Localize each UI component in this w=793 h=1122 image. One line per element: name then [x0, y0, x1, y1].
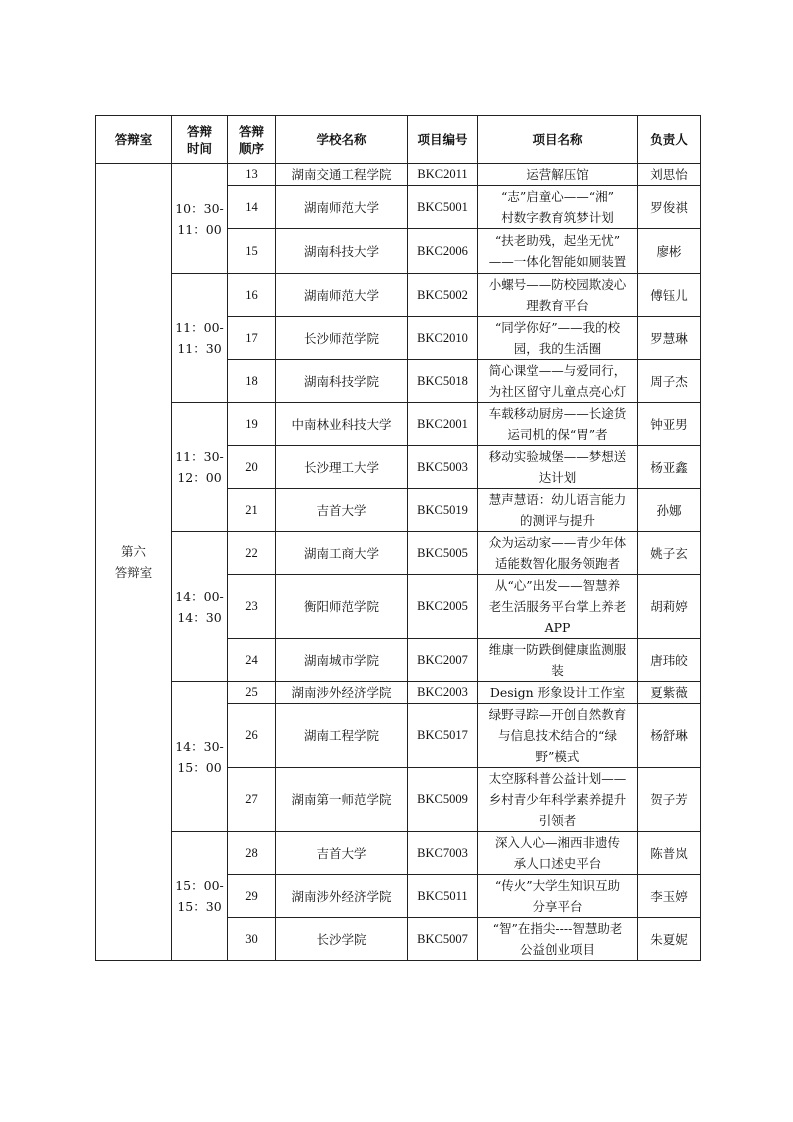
project-name-cell: 简心课堂——与爱同行， 为社区留守儿童点亮心灯	[478, 360, 638, 403]
leader-cell: 刘思怡	[638, 164, 701, 186]
project-code-cell: BKC5018	[408, 360, 478, 403]
leader-cell: 孙娜	[638, 489, 701, 532]
time-slot-cell: 11：30- 12：00	[172, 403, 228, 532]
leader-cell: 傅钰儿	[638, 274, 701, 317]
school-cell: 长沙理工大学	[276, 446, 408, 489]
header-leader: 负责人	[638, 116, 701, 164]
table-row	[96, 164, 701, 186]
school-cell: 湖南科技学院	[276, 360, 408, 403]
room-cell: 第六 答辩室	[96, 164, 172, 961]
project-code-cell: BKC2005	[408, 575, 478, 639]
time-slot-cell: 11：00- 11：30	[172, 274, 228, 403]
leader-cell: 朱夏妮	[638, 918, 701, 961]
header-order: 答辩 顺序	[228, 116, 276, 164]
project-code-cell: BKC2011	[408, 164, 478, 186]
order-cell: 30	[228, 918, 276, 961]
project-name-cell: 维康一防跌倒健康监测服 装	[478, 639, 638, 682]
project-code-cell: BKC5017	[408, 704, 478, 768]
project-name-cell: 车载移动厨房——长途货 运司机的保“胃”者	[478, 403, 638, 446]
leader-cell: 钟亚男	[638, 403, 701, 446]
project-name-cell: 移动实验城堡——梦想送 达计划	[478, 446, 638, 489]
leader-cell: 罗俊祺	[638, 186, 701, 229]
order-cell: 16	[228, 274, 276, 317]
leader-cell: 李玉婷	[638, 875, 701, 918]
leader-cell: 周子杰	[638, 360, 701, 403]
table-header	[96, 116, 701, 164]
project-code-cell: BKC2006	[408, 229, 478, 274]
leader-cell: 罗慧琳	[638, 317, 701, 360]
school-cell: 衡阳师范学院	[276, 575, 408, 639]
leader-cell: 贺子芳	[638, 768, 701, 832]
project-name-cell: 太空豚科普公益计划—— 乡村青少年科学素养提升 引领者	[478, 768, 638, 832]
project-code-cell: BKC2007	[408, 639, 478, 682]
school-cell: 湖南工商大学	[276, 532, 408, 575]
school-cell: 吉首大学	[276, 832, 408, 875]
header-row	[96, 116, 701, 164]
order-cell: 20	[228, 446, 276, 489]
school-cell: 湖南师范大学	[276, 186, 408, 229]
order-cell: 15	[228, 229, 276, 274]
schedule-table	[95, 115, 701, 961]
project-name-cell: 从“心”出发——智慧养 老生活服务平台掌上养老 APP	[478, 575, 638, 639]
order-cell: 27	[228, 768, 276, 832]
project-name-cell: 众为运动家——青少年体 适能数智化服务领跑者	[478, 532, 638, 575]
order-cell: 29	[228, 875, 276, 918]
project-code-cell: BKC2010	[408, 317, 478, 360]
project-name-cell: Design 形象设计工作室	[478, 682, 638, 704]
leader-cell: 姚子玄	[638, 532, 701, 575]
header-time: 答辩 时间	[172, 116, 228, 164]
leader-cell: 陈普岚	[638, 832, 701, 875]
time-slot-cell: 14：30- 15：00	[172, 682, 228, 832]
project-name-cell: “志”启童心——“湘” 村数字教育筑梦计划	[478, 186, 638, 229]
order-cell: 23	[228, 575, 276, 639]
project-code-cell: BKC2001	[408, 403, 478, 446]
school-cell: 湖南涉外经济学院	[276, 682, 408, 704]
school-cell: 长沙师范学院	[276, 317, 408, 360]
order-cell: 25	[228, 682, 276, 704]
project-code-cell: BKC7003	[408, 832, 478, 875]
school-cell: 湖南交通工程学院	[276, 164, 408, 186]
project-name-cell: 深入人心—湘西非遗传 承人口述史平台	[478, 832, 638, 875]
project-code-cell: BKC5001	[408, 186, 478, 229]
project-code-cell: BKC5007	[408, 918, 478, 961]
project-code-cell: BKC2003	[408, 682, 478, 704]
header-project: 项目名称	[478, 116, 638, 164]
order-cell: 24	[228, 639, 276, 682]
project-code-cell: BKC5005	[408, 532, 478, 575]
school-cell: 湖南城市学院	[276, 639, 408, 682]
project-code-cell: BKC5011	[408, 875, 478, 918]
school-cell: 湖南第一师范学院	[276, 768, 408, 832]
order-cell: 22	[228, 532, 276, 575]
project-name-cell: 绿野寻踪—开创自然教育 与信息技术结合的“绿 野”模式	[478, 704, 638, 768]
project-name-cell: “同学你好”——我的校 园，我的生活圈	[478, 317, 638, 360]
project-name-cell: “智”在指尖----智慧助老 公益创业项目	[478, 918, 638, 961]
table-body	[96, 164, 701, 961]
order-cell: 19	[228, 403, 276, 446]
time-slot-cell: 10：30- 11：00	[172, 164, 228, 274]
school-cell: 湖南工程学院	[276, 704, 408, 768]
table-row	[96, 403, 701, 446]
leader-cell: 杨亚鑫	[638, 446, 701, 489]
order-cell: 13	[228, 164, 276, 186]
table-row	[96, 532, 701, 575]
school-cell: 湖南涉外经济学院	[276, 875, 408, 918]
table-row	[96, 832, 701, 875]
project-code-cell: BKC5019	[408, 489, 478, 532]
leader-cell: 唐玮皎	[638, 639, 701, 682]
table-row	[96, 274, 701, 317]
project-name-cell: “传火”大学生知识互助 分享平台	[478, 875, 638, 918]
order-cell: 18	[228, 360, 276, 403]
project-code-cell: BKC5003	[408, 446, 478, 489]
time-slot-cell: 14：00- 14：30	[172, 532, 228, 682]
leader-cell: 夏紫薇	[638, 682, 701, 704]
project-name-cell: 运营解压馆	[478, 164, 638, 186]
header-room: 答辩室	[96, 116, 172, 164]
leader-cell: 胡莉婷	[638, 575, 701, 639]
school-cell: 湖南科技大学	[276, 229, 408, 274]
order-cell: 17	[228, 317, 276, 360]
project-name-cell: 小螺号——防校园欺凌心 理教育平台	[478, 274, 638, 317]
table-row	[96, 682, 701, 704]
school-cell: 长沙学院	[276, 918, 408, 961]
school-cell: 湖南师范大学	[276, 274, 408, 317]
project-code-cell: BKC5002	[408, 274, 478, 317]
order-cell: 14	[228, 186, 276, 229]
order-cell: 26	[228, 704, 276, 768]
header-code: 项目编号	[408, 116, 478, 164]
school-cell: 中南林业科技大学	[276, 403, 408, 446]
project-name-cell: “扶老助残，起坐无忧” ——一体化智能如厕装置	[478, 229, 638, 274]
leader-cell: 杨舒琳	[638, 704, 701, 768]
order-cell: 28	[228, 832, 276, 875]
project-code-cell: BKC5009	[408, 768, 478, 832]
project-name-cell: 慧声慧语：幼儿语言能力 的测评与提升	[478, 489, 638, 532]
time-slot-cell: 15：00- 15：30	[172, 832, 228, 961]
order-cell: 21	[228, 489, 276, 532]
header-school: 学校名称	[276, 116, 408, 164]
school-cell: 吉首大学	[276, 489, 408, 532]
leader-cell: 廖彬	[638, 229, 701, 274]
